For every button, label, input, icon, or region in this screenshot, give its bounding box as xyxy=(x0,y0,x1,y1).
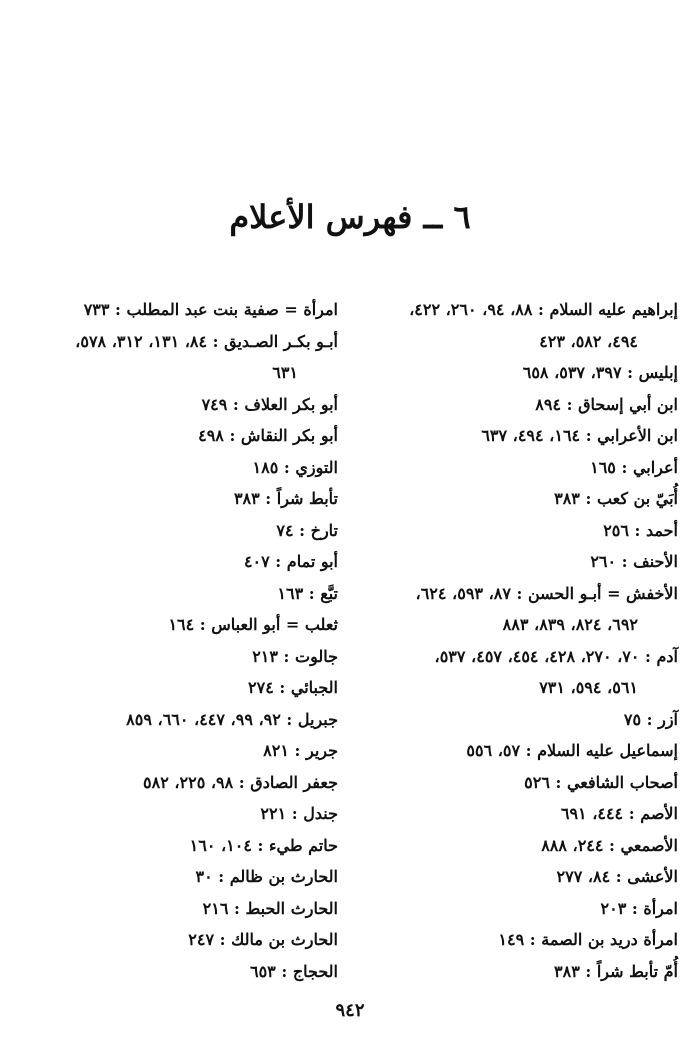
index-entry: امرأة = صفية بنت عبد المطلب : ٧٣٣ xyxy=(83,300,338,319)
index-entry: أحمد : ٢٥٦ xyxy=(603,520,678,540)
page-title: ٦ ــ فهرس الأعلام xyxy=(229,198,471,236)
index-entry: الحجاج : ٦٥٣ xyxy=(249,961,338,981)
index-entry: ٤٩٤، ٥٨٢، ٤٢٣ xyxy=(539,331,638,351)
index-entry: أبو بكر النقاش : ٤٩٨ xyxy=(198,426,338,445)
index-entry: آزر : ٧٥ xyxy=(623,709,678,729)
index-entry: آدم : ٧٠، ٢٧٠، ٤٢٨، ٤٥٤، ٤٥٧، ٥٣٧، xyxy=(434,646,678,666)
index-entry: حاتم طيء : ١٠٤، ١٦٠ xyxy=(189,835,338,855)
index-entry: أبو بكر العلاف : ٧٤٩ xyxy=(201,394,338,414)
index-entry: جعفر الصادق : ٩٨، ٢٢٥، ٥٨٢ xyxy=(143,772,338,792)
index-entry: التوزي : ١٨٥ xyxy=(252,457,338,477)
index-entry: تأبط شراً : ٣٨٣ xyxy=(233,489,338,508)
index-column-left xyxy=(20,294,338,987)
index-entry: الحارث بن مالك : ٢٤٧ xyxy=(188,930,338,949)
index-entry: امرأة : ٢٠٣ xyxy=(600,898,678,918)
index-entry: ٥٦١، ٥٩٤، ٧٣١ xyxy=(539,678,638,697)
index-entry: الأصمعي : ٢٤٤، ٨٨٨ xyxy=(541,835,678,855)
index-entry: جندل : ٢٢١ xyxy=(260,804,338,823)
index-entry: تبَّع : ١٦٣ xyxy=(277,583,338,603)
index-entry: الأعشى : ٨٤، ٢٧٧ xyxy=(556,867,678,886)
index-entry: أصحاب الشافعي : ٥٢٦ xyxy=(524,772,678,792)
index-entry: امرأة دريد بن الصمة : ١٤٩ xyxy=(498,930,678,949)
index-entry: ٦٩٢، ٨٢٤، ٨٣٩، ٨٨٣ xyxy=(502,615,638,634)
index-entry: أبـو بكـر الصـديق : ٨٤، ١٣١، ٣١٢، ٥٧٨، xyxy=(75,331,338,351)
page-number: ٩٤٢ xyxy=(335,1000,365,1021)
index-entry: ابن أبي إسحاق : ٨٩٤ xyxy=(535,394,678,414)
index-entry: جبريل : ٩٢، ٩٩، ٤٤٧، ٦٦٠، ٨٥٩ xyxy=(126,709,338,729)
index-entry: الأحنف : ٢٦٠ xyxy=(590,552,678,571)
index-entry: إبراهيم عليه السلام : ٨٨، ٩٤، ٢٦٠، ٤٢٢، xyxy=(409,300,678,319)
index-entry: أبو تمام : ٤٠٧ xyxy=(243,552,338,571)
index-entry: الحارث بن ظالم : ٣٠ xyxy=(195,867,338,886)
index-entry: الحارث الحبط : ٢١٦ xyxy=(202,898,338,918)
index-column-right xyxy=(358,294,678,987)
index-entry: ثعلب = أبو العباس : ١٦٤ xyxy=(168,615,338,634)
index-entry: أُبَيّ بن كعب : ٣٨٣ xyxy=(554,489,678,508)
index-entry: ٦٣١ xyxy=(272,363,298,382)
index-entry: الأصم : ٤٤٤، ٦٩١ xyxy=(560,804,678,823)
index-entry: أعرابي : ١٦٥ xyxy=(590,457,678,477)
index-entry: إسماعيل عليه السلام : ٥٧، ٥٥٦ xyxy=(466,741,678,760)
index-entry: تارخ : ٧٤ xyxy=(276,520,338,540)
index-entry: جالوت : ٢١٣ xyxy=(252,646,338,666)
index-entry: الجبائي : ٢٧٤ xyxy=(248,678,338,697)
index-entry: جرير : ٨٢١ xyxy=(263,741,338,760)
index-entry: ابن الأعرابي : ١٦٤، ٤٩٤، ٦٣٧ xyxy=(481,426,678,445)
index-entry: إبليس : ٣٩٧، ٥٣٧، ٦٥٨ xyxy=(522,363,678,382)
index-entry: الأخفش = أبـو الحسن : ٨٧، ٥٩٣، ٦٢٤، xyxy=(415,583,678,603)
index-entry: أُمّ تأبط شراً : ٣٨٣ xyxy=(554,961,678,981)
